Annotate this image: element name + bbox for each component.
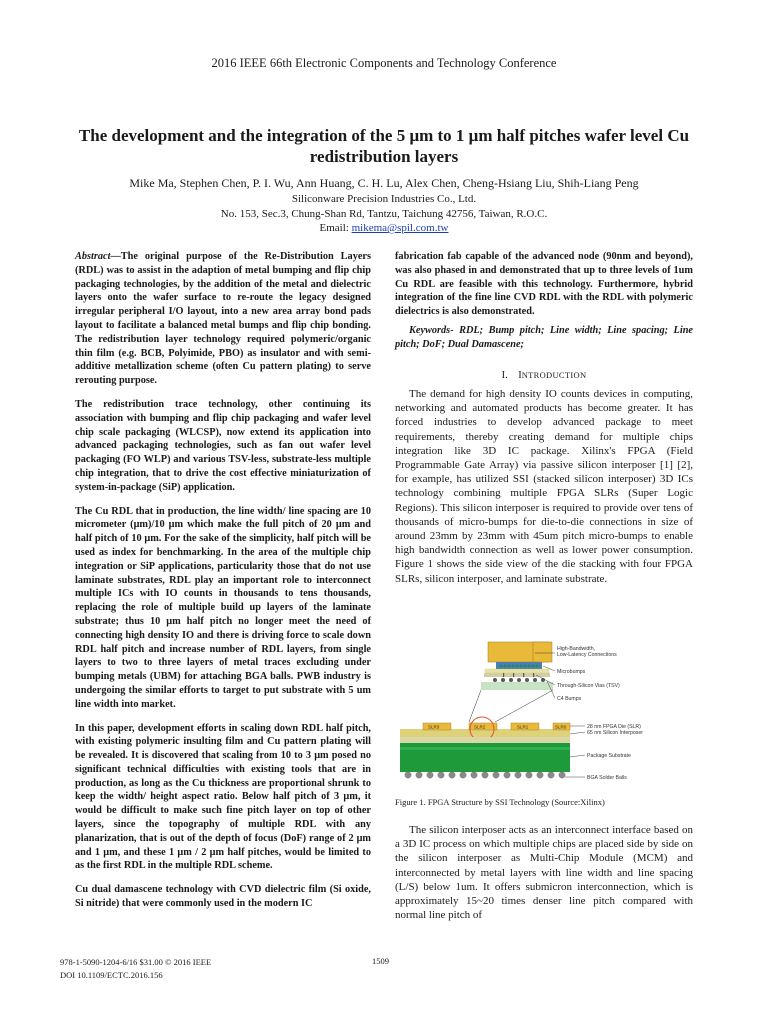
footer-isbn: 978-1-5090-1204-6/16 $31.00 © 2016 IEEE [60, 957, 212, 967]
abstract-paragraph-6: fabrication fab capable of the advanced node (90nm and beyond), was also phased in and demonstrated that up to three levels of 1um Cu RDL are feasible with this technology. Furthermore, hybrid integration of the fine line CVD RDL with the RDL with polymeric dielectrics is also demonstrated. [395, 251, 693, 318]
email-label: Email: [319, 222, 352, 234]
footer-doi: DOI 10.1109/ECTC.2016.156 [60, 970, 163, 980]
abstract-paragraph-4: In this paper, development efforts in scaling down RDL half pitch, with existing polymeric insulting film and Cu pattern plating will be revealed. It is discovered that scaling from 10 to 3 μm posed no significant technical difficulties with existing tools that are in production, as long as the Cu thickness are proportional shrunk to keep the width/ height aspect ratio. Below half pitch of 3 μm, it would be difficult to make such fine pitch layer on top of other layers, since the topography of multiple RDL with any planarization, that is out of the depth of focus (DoF) range of 2 μm and 1 μm, and these 1 μm / 2 μm half pitches, would be limited to as the first RDL in the multiple RDL scheme. [75, 722, 371, 872]
label-tsv: Through-Silicon Vias (TSV) [557, 683, 620, 689]
slr3-label: SLR3 [428, 724, 440, 730]
label-c4-bumps: C4 Bumps [557, 696, 582, 702]
bga-solder-balls [405, 772, 565, 778]
abstract-paragraph-3: The Cu RDL that in production, the line width/ line spacing are 10 micrometer (μm)/10 μm which make the full pitch of 20 μm and half pitch of 10 μm. For the sake of the simplicity, half pitch will be used as index for benchmarking. In the area of the multiple chip integration or SiP applications, particularity those that do not use laminate substrates, RDL play an important role to interconnect multiple ICs with IO counts in thousands to tens thousands, replacing the role of multiple build up layers of the laminate substrate; thus 10 μm half pitch no longer meet the need of connecting high density IO and there is driving force to scale down RDL half pitch and increase number of RDL layers, from single layers to two to three layers of metal traces excluding under bumping metals (UBM) for attaching BGA balls. PWB industry is undergoing the similar efforts to target to put substrate with 5 um line width into market. [75, 505, 371, 710]
label-bga-solder-balls: BGA Solder Balls [587, 775, 627, 781]
abstract-paragraph-5: Cu dual damascene technology with CVD dielectric film (Si oxide, Si nitride) that were commonly used in the modern IC [75, 884, 371, 910]
abstract-paragraph-1: Abstract—The original purpose of the Re-Distribution Layers (RDL) was to assist in the adaption of metal bumping and flip chip packaging technologies, by the addition of the metal and dielectric layers onto the wafer surface to re-route the legacy designed irregular peripheral I/O layout, into a new area array bond pads layout to facilitate a balanced metal bumps and flip chip bonding. The redistribution layer technology required polymeric/organic thin film (e.g. BCB, Polyimide, PBO) as insulator and with semi-additive metallization scheme (often Cu pattern plating) to serve rerouting purpose. [75, 251, 371, 387]
slr-dies [423, 723, 570, 730]
main-package [400, 717, 570, 778]
title-line-2: redistribution layers [309, 147, 459, 166]
label-microbumps: Microbumps [557, 669, 586, 675]
figure-1-fpga-ssi-diagram [395, 637, 695, 792]
label-fpga-die: 28 nm FPGA Die (SLR) [587, 724, 641, 730]
keywords: Keywords- RDL; Bump pitch; Line width; Line spacing; Line pitch; DoF; Dual Damascene; [395, 325, 693, 350]
page-number: 1509 [372, 956, 389, 966]
label-high-bandwidth-2: Low-Latency Connections [557, 652, 617, 658]
slr2-label: SLR2 [474, 724, 486, 730]
footer-copyright [60, 956, 211, 982]
inset-die-left-base [496, 662, 542, 669]
inset-interposer-base [484, 673, 550, 677]
conference-header: 2016 IEEE 66th Electronic Components and Technology Conference [211, 56, 557, 70]
interposer-layer [400, 729, 570, 737]
label-high-bandwidth-1: High-Bandwidth, [557, 646, 596, 652]
detail-inset [481, 642, 553, 690]
email-link[interactable]: mikema@spil.com.tw [351, 222, 449, 234]
abstract-label: Abstract [75, 251, 111, 262]
label-interposer: 65 nm Silicon Interposer [587, 730, 643, 736]
affiliation: Siliconware Precision Industries Co., Ltd. [291, 193, 477, 205]
inset-c4-bumps [493, 678, 545, 682]
section-heading-introduction: I. INTRODUCTION [501, 370, 587, 381]
substrate-stripe [400, 747, 570, 750]
interposer-base [400, 737, 570, 743]
label-package-substrate: Package Substrate [587, 753, 631, 759]
abstract-column [75, 250, 371, 921]
abstract-continuation [395, 250, 693, 329]
slr1-label: SLR1 [517, 724, 529, 730]
inset-interposer-strip [485, 669, 549, 673]
inset-substrate [481, 682, 553, 690]
section-number: I. [501, 370, 508, 381]
inset-die-right [533, 642, 552, 662]
author-list: Mike Ma, Stephen Chen, P. I. Wu, Ann Huang, C. H. Lu, Alex Chen, Cheng-Hsiang Liu, Shih-Liang Peng [129, 176, 639, 190]
address: No. 153, Sec.3, Chung-Shan Rd, Tantzu, Taichung 42756, Taiwan, R.O.C. [220, 208, 548, 220]
slr0-label: SLR0 [555, 724, 567, 730]
zoom-line-right [495, 690, 553, 722]
email-line [40, 222, 728, 234]
introduction-paragraph-1: The demand for high density IO counts devices in computing, networking and automated products has become greater. It has forced industries to develop advanced package to meet requirements, thereby creating demand for multiple chips integration like 3D IC package. Xilinx's FPGA (Field Programmable Gate Array) via passive silicon interposer [1] [2], for example, has utilized SSI (stacked silicon interposer) 3D ICs technology combining multiple FPGA SLRs (Super Logic Regions). This silicon interposer is required to provide over tens of thousands of micro-bumps for die-to-die connections in size of around 23mm by 23mm with 45um pitch micro-bumps to enable high bandwidth connection as well as lower power consumption. Figure 1 shows the side view of the die stacking with four FPGA SLRs, silicon interposer, and laminate substrate. [395, 388, 693, 585]
figure-1-caption: Figure 1. FPGA Structure by SSI Technology (Source:Xilinx) [395, 797, 605, 807]
paper-title [60, 125, 708, 167]
title-line-1: The development and the integration of the 5 μm to 1 μm half pitches wafer level Cu [78, 126, 690, 145]
abstract-paragraph-2: The redistribution trace technology, other continuing its association with bumping and flip chip packaging and wafer level chip scale packaging (WLCSP), now extend its application into advanced packaging technologies, such as fan out wafer level packaging (FO WLP) and various TSV-less, substrate-less multiple chip integration, that to drive the cost effective miniaturization of system-in-package (SiP) application. [75, 398, 371, 493]
introduction-paragraph-2: The silicon interposer acts as an interconnect interface based on a 3D IC process on which multiple chips are placed side by side on the silicon interposer as Multi-Chip Module (MCM) and interconnected by metal layers with line width and line spacing (L/S) below 1um. It offers submicron interconnection, which is approximately 15~20 times denser line pitch compared with normal line pitch of [395, 824, 693, 922]
